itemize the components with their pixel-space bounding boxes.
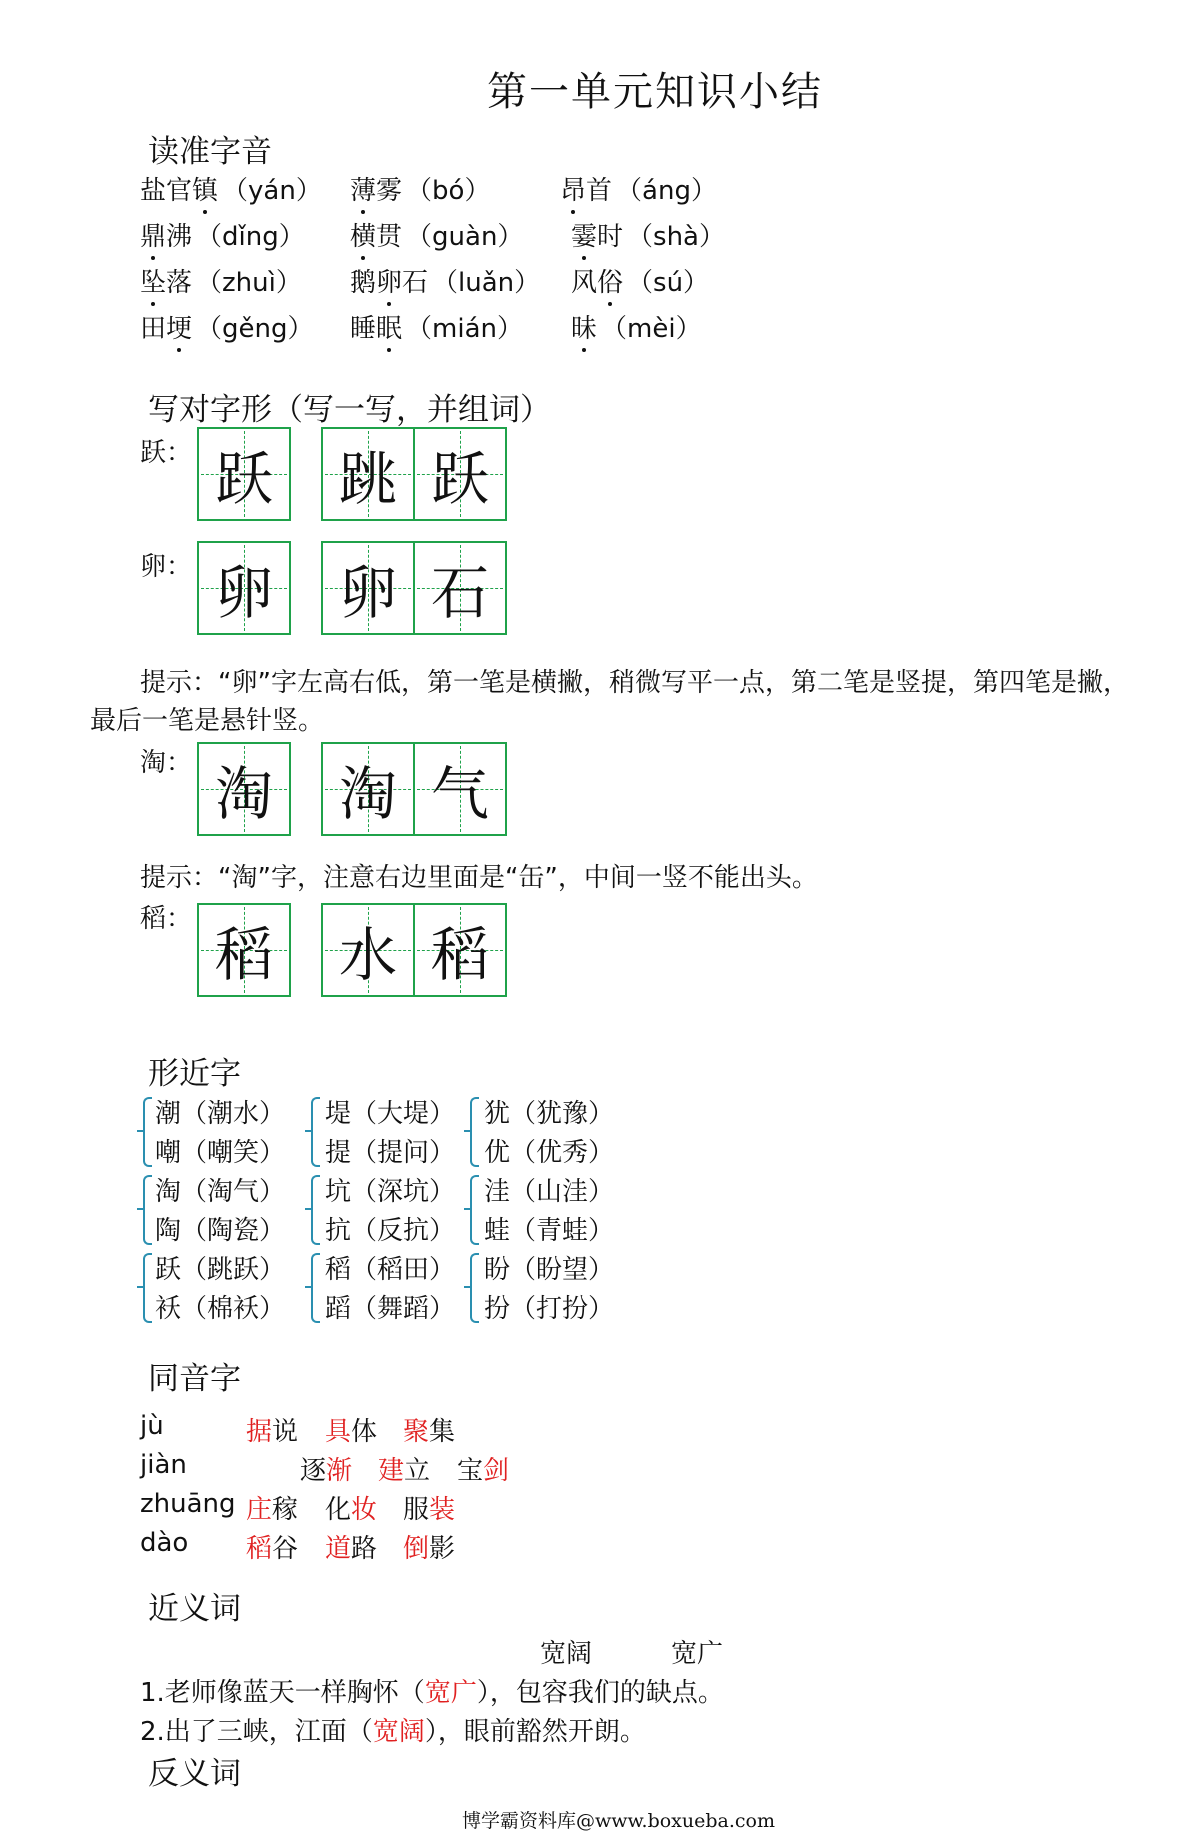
similar-char-item: 洼（山洼） <box>484 1177 615 1207</box>
homophone-word <box>403 1411 455 1448</box>
similar-char-item: 堤（大堤） <box>325 1099 456 1129</box>
word-suffix: 雾 <box>376 176 403 206</box>
plain-char: 稼 <box>272 1495 299 1525</box>
word-suffix: 落 <box>166 268 193 298</box>
word-prefix: 鹅 <box>350 268 377 298</box>
pinyin: （gěng） <box>196 314 314 344</box>
pinyin: （áng） <box>616 176 717 206</box>
tianzige-cell: 卵 <box>197 541 291 635</box>
tianzige-row-luan <box>197 541 507 635</box>
word-prefix: 盐官 <box>140 176 193 206</box>
homophone-char: 稻 <box>246 1534 273 1564</box>
tianzige-cell: 卵 <box>321 541 415 635</box>
pinyin: （mián） <box>406 314 523 344</box>
pronunciation-item <box>560 170 717 207</box>
bracket-brace <box>311 1253 320 1323</box>
homophone-word <box>378 1450 430 1487</box>
synonym-answer: 宽广 <box>424 1678 477 1708</box>
tianzige-cell: 气 <box>415 742 507 836</box>
section-heading-writing: 写对字形（写一写，并组词） <box>148 392 551 428</box>
pinyin: （yán） <box>222 176 322 206</box>
homophone-char: 庄 <box>246 1495 273 1525</box>
bracket-brace <box>143 1097 152 1167</box>
plain-char: 宝 <box>457 1456 484 1486</box>
homophone-pinyin: jiàn <box>140 1450 187 1480</box>
similar-char-item: 潮（潮水） <box>155 1099 286 1129</box>
tianzige-row-tao <box>197 742 507 836</box>
homophone-char: 具 <box>325 1417 352 1447</box>
plain-char: 集 <box>429 1417 456 1447</box>
similar-char-item: 提（提问） <box>325 1138 456 1168</box>
homophone-word <box>246 1489 298 1526</box>
word-suffix: 时 <box>597 222 624 252</box>
dotted-char: 埂 <box>166 308 192 345</box>
tianzige-cell: 跳 <box>321 427 415 521</box>
similar-char-item: 淘（淘气） <box>155 1177 286 1207</box>
word-prefix: 田 <box>140 314 167 344</box>
pinyin: （guàn） <box>406 222 524 252</box>
footer-watermark: 博学霸资料库@www.boxueba.com <box>462 1810 775 1832</box>
dotted-char: 眠 <box>376 308 402 345</box>
dotted-char: 鼎 <box>140 216 166 253</box>
word-prefix: 睡 <box>350 314 377 344</box>
similar-char-item: 袄（棉袄） <box>155 1294 286 1324</box>
synonym-sentence-2: 2.出了三峡，江面（宽阔），眼前豁然开朗。 <box>140 1717 646 1747</box>
tianzige-cell: 水 <box>321 903 415 997</box>
pronunciation-item <box>140 262 302 299</box>
homophone-char: 妆 <box>351 1495 378 1525</box>
homophone-char: 倒 <box>403 1534 430 1564</box>
synonym-option: 宽广 <box>671 1639 724 1669</box>
tianzige-cell: 淘 <box>321 742 415 836</box>
similar-char-item: 坑（深坑） <box>325 1177 456 1207</box>
pinyin: （dǐng） <box>196 222 305 252</box>
char-label-dao: 稻： <box>140 904 193 934</box>
pronunciation-item <box>350 262 540 299</box>
homophone-word <box>246 1411 298 1448</box>
section-heading-homophones: 同音字 <box>148 1361 241 1397</box>
homophone-word <box>300 1450 352 1487</box>
homophone-pinyin: dào <box>140 1528 189 1558</box>
synonym-sentence-1: 1.老师像蓝天一样胸怀（宽广），包容我们的缺点。 <box>140 1678 724 1708</box>
homophone-word <box>325 1411 377 1448</box>
similar-char-item: 犹（犹豫） <box>484 1099 615 1129</box>
section-heading-similar: 形近字 <box>148 1056 241 1092</box>
bracket-brace <box>470 1175 479 1245</box>
tianzige-cell: 稻 <box>197 903 291 997</box>
plain-char: 路 <box>351 1534 378 1564</box>
bracket-brace <box>143 1253 152 1323</box>
homophone-char: 装 <box>429 1495 456 1525</box>
bracket-brace <box>470 1253 479 1323</box>
dotted-char: 霎 <box>571 216 597 253</box>
synonym-answer: 宽阔 <box>372 1717 425 1747</box>
similar-char-item: 优（优秀） <box>484 1138 615 1168</box>
dotted-char: 薄 <box>350 170 376 207</box>
plain-char: 影 <box>429 1534 456 1564</box>
bracket-brace <box>143 1175 152 1245</box>
tianzige-row-yue <box>197 427 507 521</box>
tianzige-cell: 淘 <box>197 742 291 836</box>
page-title: 第一单元知识小结 <box>487 69 823 115</box>
homophone-char: 道 <box>325 1534 352 1564</box>
bracket-brace <box>311 1097 320 1167</box>
homophone-char: 剑 <box>483 1456 510 1486</box>
section-heading-antonyms: 反义词 <box>148 1756 241 1792</box>
char-label-yue: 跃： <box>140 438 193 468</box>
homophone-word <box>403 1528 455 1565</box>
dotted-char: 俗 <box>597 262 623 299</box>
plain-char: 立 <box>404 1456 431 1486</box>
bracket-brace <box>311 1175 320 1245</box>
plain-char: 逐 <box>300 1456 327 1486</box>
plain-char: 体 <box>351 1417 378 1447</box>
pinyin: （shà） <box>627 222 725 252</box>
homophone-word <box>246 1528 298 1565</box>
plain-char: 谷 <box>272 1534 299 1564</box>
plain-char: 服 <box>403 1495 430 1525</box>
bracket-brace <box>470 1097 479 1167</box>
similar-char-item: 跃（跳跃） <box>155 1255 286 1285</box>
homophone-word <box>403 1489 455 1526</box>
dotted-char: 昂 <box>560 170 586 207</box>
pronunciation-item <box>350 170 490 207</box>
dotted-char: 横 <box>350 216 376 253</box>
similar-char-item: 扮（打扮） <box>484 1294 615 1324</box>
pronunciation-item <box>140 216 305 253</box>
dotted-char: 镇 <box>192 170 218 207</box>
pinyin: （sú） <box>627 268 710 298</box>
homophone-char: 聚 <box>403 1417 430 1447</box>
char-label-luan: 卵： <box>140 552 193 582</box>
char-label-tao: 淘： <box>140 748 193 778</box>
pinyin: （zhuì） <box>196 268 302 298</box>
pinyin: （bó） <box>406 176 491 206</box>
pinyin: （luǎn） <box>432 268 541 298</box>
pronunciation-item <box>571 262 709 299</box>
tianzige-cell: 稻 <box>415 903 507 997</box>
similar-char-item: 盼（盼望） <box>484 1255 615 1285</box>
similar-char-item: 嘲（嘲笑） <box>155 1138 286 1168</box>
homophone-word <box>325 1489 377 1526</box>
word-suffix: 首 <box>586 176 613 206</box>
similar-char-item: 陶（陶瓷） <box>155 1216 286 1246</box>
pronunciation-item <box>140 170 322 207</box>
tianzige-cell: 石 <box>415 541 507 635</box>
writing-tip-luan-line2: 最后一笔是悬针竖。 <box>90 706 325 736</box>
dotted-char: 坠 <box>140 262 166 299</box>
synonym-option: 宽阔 <box>540 1639 593 1669</box>
pronunciation-item <box>140 308 314 345</box>
homophone-pinyin: jù <box>140 1411 164 1441</box>
tianzige-cell: 跃 <box>197 427 291 521</box>
word-prefix: 风 <box>571 268 598 298</box>
tianzige-cell: 跃 <box>415 427 507 521</box>
word-suffix: 沸 <box>166 222 193 252</box>
homophone-char: 据 <box>246 1417 273 1447</box>
pinyin: （mèi） <box>601 314 702 344</box>
homophone-char: 建 <box>378 1456 405 1486</box>
pronunciation-item <box>571 216 725 253</box>
homophone-word <box>325 1528 377 1565</box>
section-heading-synonyms: 近义词 <box>148 1591 241 1627</box>
plain-char: 化 <box>325 1495 352 1525</box>
word-suffix: 石 <box>402 268 429 298</box>
section-heading-pronunciation: 读准字音 <box>148 134 272 170</box>
dotted-char: 卵 <box>376 262 402 299</box>
tianzige-row-dao <box>197 903 507 997</box>
word-suffix: 贯 <box>376 222 403 252</box>
similar-char-item: 蛙（青蛙） <box>484 1216 615 1246</box>
homophone-pinyin: zhuāng <box>140 1489 236 1519</box>
homophone-char: 渐 <box>326 1456 353 1486</box>
similar-char-item: 稻（稻田） <box>325 1255 456 1285</box>
pronunciation-item <box>350 308 523 345</box>
homophone-word <box>457 1450 509 1487</box>
writing-tip-tao: 提示：“淘”字，注意右边里面是“缶”，中间一竖不能出头。 <box>140 863 818 893</box>
plain-char: 说 <box>272 1417 299 1447</box>
pronunciation-item <box>571 308 702 345</box>
writing-tip-luan-line1: 提示：“卵”字左高右低，第一笔是横撇，稍微写平一点，第二笔是竖提，第四笔是撇， <box>140 668 1129 698</box>
similar-char-item: 蹈（舞蹈） <box>325 1294 456 1324</box>
pronunciation-item <box>350 216 523 253</box>
similar-char-item: 抗（反抗） <box>325 1216 456 1246</box>
dotted-char: 昧 <box>571 308 597 345</box>
